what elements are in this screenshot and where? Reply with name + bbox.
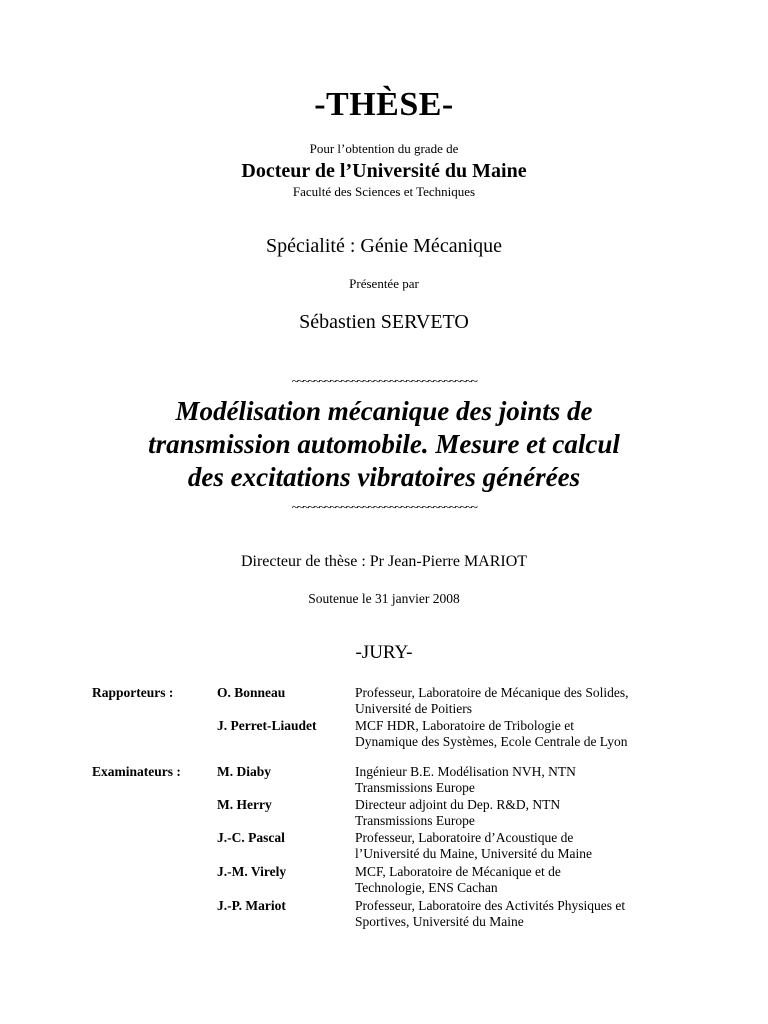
affiliation-line: l’Université du Maine, Université du Maine (355, 846, 592, 861)
thesis-title-line: des excitations vibratoires générées (187, 462, 581, 492)
affiliation-line: Sportives, Université du Maine (355, 914, 524, 929)
jury-member-name: O. Bonneau (217, 685, 286, 700)
presented-by-label: Présentée par (349, 276, 419, 291)
affiliation-line: Ingénieur B.E. Modélisation NVH, NTN (355, 764, 576, 779)
affiliation-line: Technologie, ENS Cachan (355, 880, 498, 895)
jury-member-name: M. Diaby (217, 764, 271, 779)
obtention-line: Pour l’obtention du grade de (309, 141, 459, 156)
thesis-heading: -THÈSE- (314, 86, 454, 123)
jury-member-name: M. Herry (217, 797, 272, 812)
jury-heading: -JURY- (355, 642, 413, 663)
author-name: Sébastien SERVETO (299, 311, 469, 333)
affiliation-line: Transmissions Europe (355, 780, 475, 795)
affiliation-line: Transmissions Europe (355, 813, 475, 828)
degree-title: Docteur de l’Université du Maine (241, 160, 527, 182)
jury-member-name: J.-C. Pascal (217, 830, 285, 845)
specialty-line: Spécialité : Génie Mécanique (265, 235, 502, 257)
affiliation-line: MCF HDR, Laboratoire de Tribologie et (355, 718, 574, 733)
jury-member-affiliation (355, 718, 695, 750)
faculty-line: Faculté des Sciences et Techniques (292, 184, 476, 199)
jury-member-name: J. Perret-Liaudet (217, 718, 317, 733)
jury-member-affiliation (355, 797, 695, 829)
jury-member-name: J.-P. Mariot (217, 898, 286, 913)
defense-date: Soutenue le 31 janvier 2008 (308, 591, 460, 606)
thesis-title-line: transmission automobile. Mesure et calcul (148, 429, 620, 459)
thesis-title (40, 395, 728, 494)
jury-member-affiliation (355, 864, 695, 896)
thesis-director: Directeur de thèse : Pr Jean-Pierre MARIOT (240, 553, 528, 570)
affiliation-line: Dynamique des Systèmes, Ecole Centrale de Lyon (355, 734, 628, 749)
jury-member-name: J.-M. Virely (217, 864, 287, 879)
jury-member-affiliation (355, 764, 695, 796)
affiliation-line: Professeur, Laboratoire des Activités Physiques et (355, 898, 626, 913)
affiliation-line: Professeur, Laboratoire d’Acoustique de (355, 830, 574, 845)
affiliation-line: Université de Poitiers (355, 701, 472, 716)
jury-member-affiliation (355, 898, 695, 930)
jury-member-affiliation (355, 685, 695, 717)
affiliation-line: Directeur adjoint du Dep. R&D, NTN (355, 797, 561, 812)
jury-member-affiliation (355, 830, 695, 862)
jury-role-label: Rapporteurs : (92, 685, 174, 700)
tilde-ornament-bottom: ~~~~~~~~~~~~~~~~~~~~~~~~~~~~~~~~~~ (291, 499, 477, 514)
affiliation-line: MCF, Laboratoire de Mécanique et de (355, 864, 561, 879)
affiliation-line: Professeur, Laboratoire de Mécanique des Solides, (355, 685, 629, 700)
thesis-title-line: Modélisation mécanique des joints de (175, 396, 593, 426)
tilde-ornament-top: ~~~~~~~~~~~~~~~~~~~~~~~~~~~~~~~~~~ (291, 373, 477, 388)
jury-role-label: Examinateurs : (92, 764, 181, 779)
